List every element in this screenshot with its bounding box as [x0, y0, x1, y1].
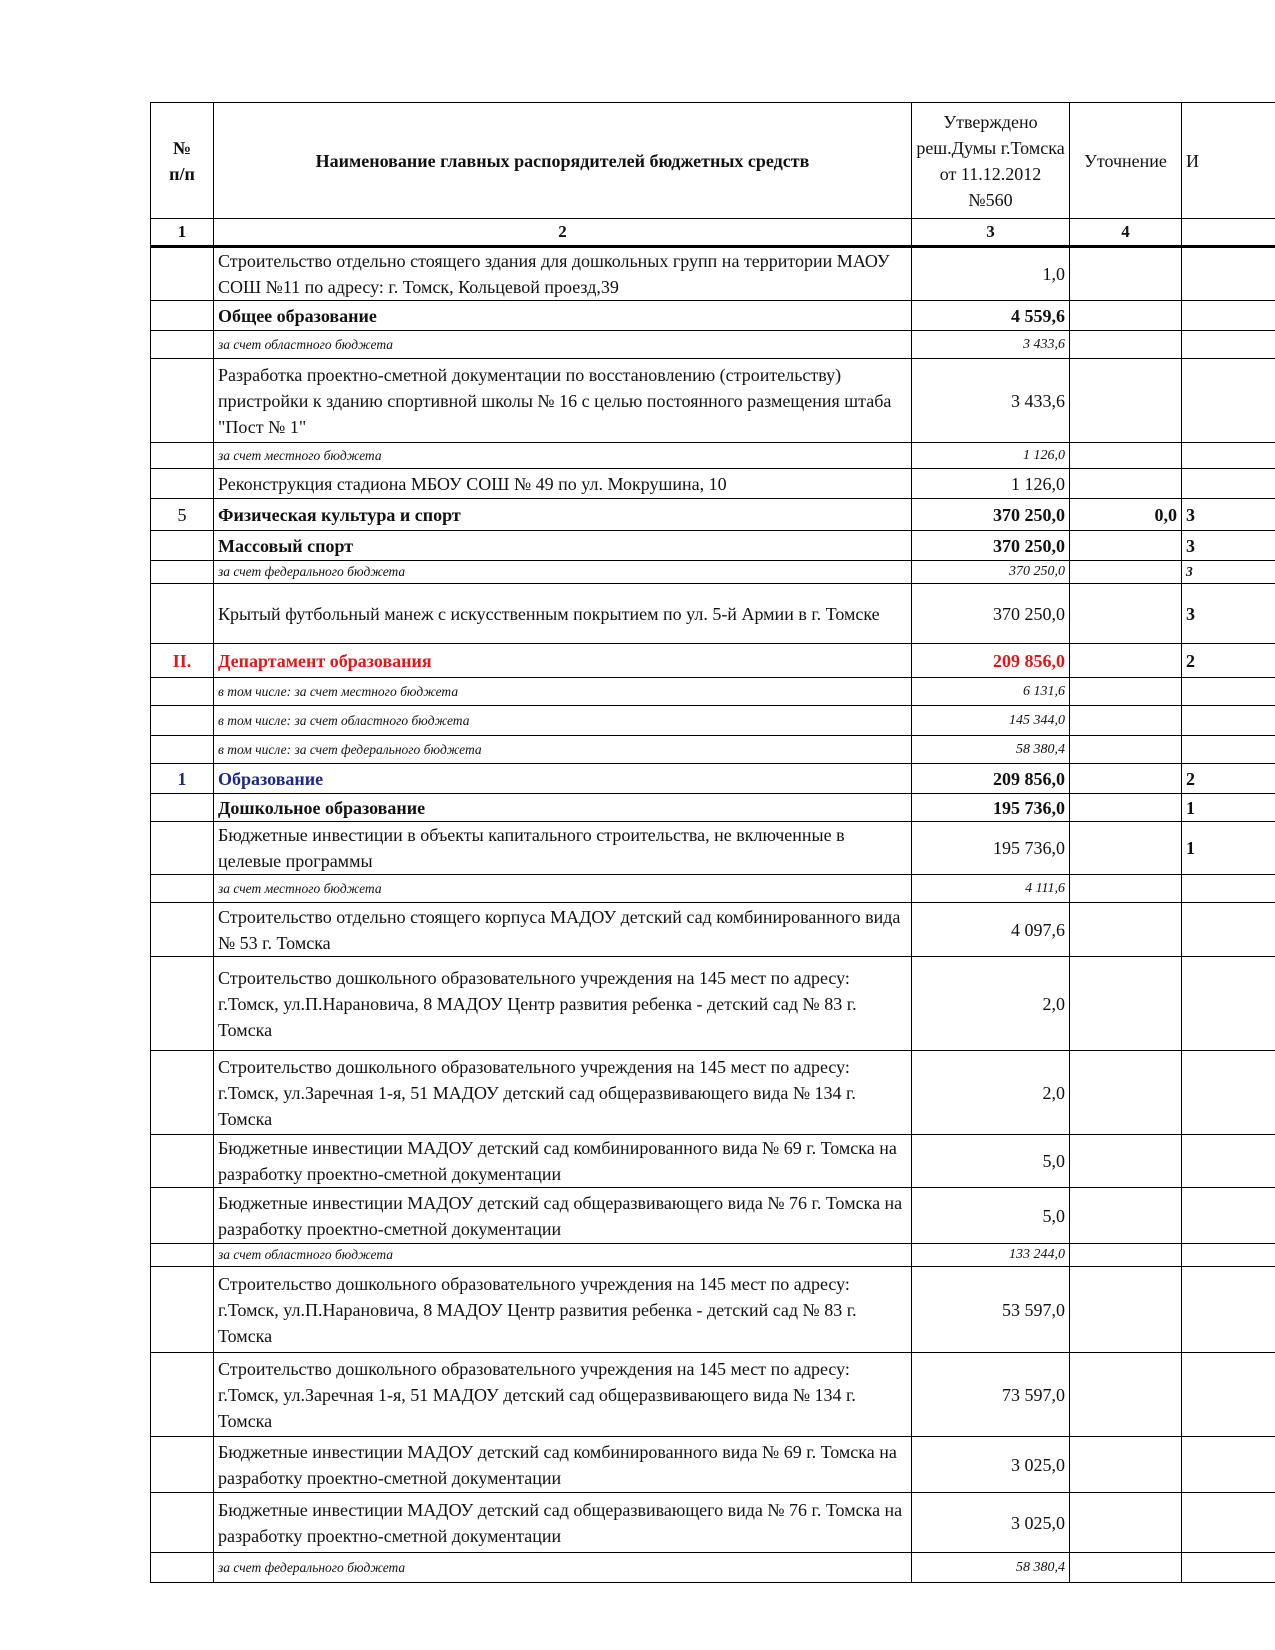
row-num	[151, 1135, 214, 1188]
table-body	[151, 247, 1275, 1583]
row-approved: 3 025,0	[912, 1493, 1070, 1553]
row-next	[1182, 736, 1275, 764]
row-name: Бюджетные инвестиции МАДОУ детский сад общеразвивающего вида № 76 г. Томска на разработку проектно-сметной документации	[214, 1493, 912, 1553]
row-approved: 5,0	[912, 1135, 1070, 1188]
row-name: Департамент образования	[214, 644, 912, 678]
row-next	[1182, 1188, 1275, 1244]
row-clarification	[1070, 331, 1182, 359]
row-num: 1	[151, 764, 214, 794]
header-next: И	[1182, 103, 1275, 219]
row-clarification	[1070, 1437, 1182, 1493]
column-number: 4	[1070, 219, 1182, 247]
row-clarification	[1070, 822, 1182, 875]
row-clarification	[1070, 561, 1182, 584]
table-row	[151, 764, 1275, 794]
row-num	[151, 359, 214, 443]
row-clarification	[1070, 443, 1182, 469]
row-clarification	[1070, 1493, 1182, 1553]
row-clarification	[1070, 584, 1182, 644]
row-next	[1182, 1244, 1275, 1267]
row-clarification	[1070, 706, 1182, 736]
row-num	[151, 822, 214, 875]
row-name: в том числе: за счет областного бюджета	[214, 706, 912, 736]
row-next	[1182, 469, 1275, 499]
row-num: 5	[151, 499, 214, 531]
row-name: за счет областного бюджета	[214, 331, 912, 359]
row-num	[151, 736, 214, 764]
row-approved: 195 736,0	[912, 794, 1070, 822]
row-num	[151, 301, 214, 331]
row-next: 3	[1182, 499, 1275, 531]
row-name: Разработка проектно-сметной документации по восстановлению (строительству) пристройки к зданию спортивной школы № 16 с целью постоянного размещения штаба "Пост № 1"	[214, 359, 912, 443]
table-row	[151, 331, 1275, 359]
column-number: 1	[151, 219, 214, 247]
row-name: Бюджетные инвестиции МАДОУ детский сад комбинированного вида № 69 г. Томска на разработку проектно-сметной документации	[214, 1135, 912, 1188]
row-next: 1	[1182, 822, 1275, 875]
row-approved: 3 433,6	[912, 359, 1070, 443]
header-clarification: Уточнение	[1070, 103, 1182, 219]
row-clarification	[1070, 957, 1182, 1051]
row-clarification	[1070, 469, 1182, 499]
row-next	[1182, 443, 1275, 469]
table-row	[151, 1437, 1275, 1493]
row-num	[151, 706, 214, 736]
row-num	[151, 469, 214, 499]
row-approved: 4 097,6	[912, 903, 1070, 957]
row-num	[151, 443, 214, 469]
row-num	[151, 1244, 214, 1267]
row-approved: 4 559,6	[912, 301, 1070, 331]
row-clarification	[1070, 531, 1182, 561]
row-clarification	[1070, 1051, 1182, 1135]
row-next: 2	[1182, 644, 1275, 678]
header-num: № п/п	[151, 103, 214, 219]
row-approved: 5,0	[912, 1188, 1070, 1244]
row-next	[1182, 903, 1275, 957]
row-approved: 370 250,0	[912, 584, 1070, 644]
table-row	[151, 1244, 1275, 1267]
row-name: Строительство отдельно стоящего здания для дошкольных групп на территории МАОУ СОШ №11 по адресу: г. Томск, Кольцевой проезд,39	[214, 247, 912, 301]
row-name: Бюджетные инвестиции в объекты капитального строительства, не включенные в целевые программы	[214, 822, 912, 875]
row-approved: 209 856,0	[912, 764, 1070, 794]
row-name: Бюджетные инвестиции МАДОУ детский сад комбинированного вида № 69 г. Томска на разработку проектно-сметной документации	[214, 1437, 912, 1493]
row-clarification	[1070, 1135, 1182, 1188]
table-row	[151, 1553, 1275, 1583]
table-row	[151, 736, 1275, 764]
row-clarification	[1070, 301, 1182, 331]
budget-table	[150, 102, 1275, 1583]
row-name: Строительство отдельно стоящего корпуса МАДОУ детский сад комбинированного вида № 53 г. Томска	[214, 903, 912, 957]
row-name: за счет областного бюджета	[214, 1244, 912, 1267]
table-row	[151, 561, 1275, 584]
row-next	[1182, 1437, 1275, 1493]
row-approved: 3 433,6	[912, 331, 1070, 359]
row-num	[151, 794, 214, 822]
row-clarification	[1070, 875, 1182, 903]
row-num	[151, 561, 214, 584]
row-next: 3	[1182, 584, 1275, 644]
table-row	[151, 301, 1275, 331]
row-next	[1182, 359, 1275, 443]
row-name: Крытый футбольный манеж с искусственным покрытием по ул. 5-й Армии в г. Томске	[214, 584, 912, 644]
row-approved: 370 250,0	[912, 531, 1070, 561]
row-name: Строительство дошкольного образовательного учреждения на 145 мест по адресу: г.Томск, ул.Заречная 1-я, 51 МАДОУ детский сад общеразвивающего вида № 134 г. Томска	[214, 1353, 912, 1437]
row-clarification	[1070, 1353, 1182, 1437]
row-next: 3	[1182, 531, 1275, 561]
row-approved: 58 380,4	[912, 1553, 1070, 1583]
row-num	[151, 1553, 214, 1583]
row-num	[151, 1051, 214, 1135]
row-next	[1182, 1553, 1275, 1583]
row-approved: 2,0	[912, 957, 1070, 1051]
row-clarification	[1070, 736, 1182, 764]
row-next	[1182, 1051, 1275, 1135]
row-num	[151, 1493, 214, 1553]
table-row	[151, 584, 1275, 644]
row-next	[1182, 1135, 1275, 1188]
table-row	[151, 359, 1275, 443]
table-row	[151, 644, 1275, 678]
row-next	[1182, 1493, 1275, 1553]
row-num	[151, 678, 214, 706]
row-approved: 3 025,0	[912, 1437, 1070, 1493]
row-approved: 1 126,0	[912, 469, 1070, 499]
row-num: II.	[151, 644, 214, 678]
header-approved: Утверждено реш.Думы г.Томска от 11.12.2012 №560	[912, 103, 1070, 219]
table-row	[151, 1493, 1275, 1553]
row-clarification: 0,0	[1070, 499, 1182, 531]
row-next	[1182, 301, 1275, 331]
row-name: Дошкольное образование	[214, 794, 912, 822]
row-approved: 195 736,0	[912, 822, 1070, 875]
table-row	[151, 1135, 1275, 1188]
row-name: Общее образование	[214, 301, 912, 331]
row-approved: 2,0	[912, 1051, 1070, 1135]
row-name: Массовый спорт	[214, 531, 912, 561]
row-next	[1182, 706, 1275, 736]
row-next: 1	[1182, 794, 1275, 822]
table-row	[151, 1188, 1275, 1244]
row-name: в том числе: за счет федерального бюджета	[214, 736, 912, 764]
row-next	[1182, 247, 1275, 301]
row-num	[151, 957, 214, 1051]
row-approved: 58 380,4	[912, 736, 1070, 764]
row-num	[151, 875, 214, 903]
row-approved: 370 250,0	[912, 499, 1070, 531]
table-row	[151, 531, 1275, 561]
row-name: Образование	[214, 764, 912, 794]
row-clarification	[1070, 678, 1182, 706]
table-row	[151, 875, 1275, 903]
row-num	[151, 903, 214, 957]
row-clarification	[1070, 794, 1182, 822]
table-row	[151, 469, 1275, 499]
row-clarification	[1070, 247, 1182, 301]
row-num	[151, 531, 214, 561]
row-next: 3	[1182, 561, 1275, 584]
table-row	[151, 794, 1275, 822]
row-clarification	[1070, 1188, 1182, 1244]
row-approved: 145 344,0	[912, 706, 1070, 736]
row-num	[151, 1188, 214, 1244]
row-approved: 53 597,0	[912, 1267, 1070, 1353]
row-num	[151, 1267, 214, 1353]
row-approved: 1 126,0	[912, 443, 1070, 469]
table-row	[151, 822, 1275, 875]
row-num	[151, 1437, 214, 1493]
row-name: Строительство дошкольного образовательного учреждения на 145 мест по адресу: г.Томск, ул.П.Нарановича, 8 МАДОУ Центр развития ребенка - детский сад № 83 г. Томска	[214, 957, 912, 1051]
row-name: за счет местного бюджета	[214, 443, 912, 469]
row-approved: 73 597,0	[912, 1353, 1070, 1437]
table-row	[151, 678, 1275, 706]
header-row	[151, 103, 1275, 219]
table-row	[151, 499, 1275, 531]
row-clarification	[1070, 764, 1182, 794]
row-name: Реконструкция стадиона МБОУ СОШ № 49 по ул. Мокрушина, 10	[214, 469, 912, 499]
row-clarification	[1070, 359, 1182, 443]
row-name: за счет федерального бюджета	[214, 561, 912, 584]
table-row	[151, 1051, 1275, 1135]
table-row	[151, 706, 1275, 736]
row-clarification	[1070, 644, 1182, 678]
row-approved: 6 131,6	[912, 678, 1070, 706]
row-num	[151, 331, 214, 359]
row-next	[1182, 331, 1275, 359]
row-clarification	[1070, 1244, 1182, 1267]
row-clarification	[1070, 1553, 1182, 1583]
row-clarification	[1070, 1267, 1182, 1353]
row-name: за счет федерального бюджета	[214, 1553, 912, 1583]
table-row	[151, 443, 1275, 469]
row-next	[1182, 875, 1275, 903]
table-row	[151, 1353, 1275, 1437]
column-number: 2	[214, 219, 912, 247]
table-row	[151, 247, 1275, 301]
row-name: Строительство дошкольного образовательного учреждения на 145 мест по адресу: г.Томск, ул.Заречная 1-я, 51 МАДОУ детский сад общеразвивающего вида № 134 г. Томска	[214, 1051, 912, 1135]
row-num	[151, 247, 214, 301]
header-name: Наименование главных распорядителей бюджетных средств	[214, 103, 912, 219]
row-next: 2	[1182, 764, 1275, 794]
row-approved: 133 244,0	[912, 1244, 1070, 1267]
row-approved: 209 856,0	[912, 644, 1070, 678]
row-next	[1182, 1353, 1275, 1437]
row-approved: 1,0	[912, 247, 1070, 301]
row-name: Физическая культура и спорт	[214, 499, 912, 531]
row-approved: 370 250,0	[912, 561, 1070, 584]
row-num	[151, 584, 214, 644]
column-number: 3	[912, 219, 1070, 247]
table-row	[151, 957, 1275, 1051]
row-clarification	[1070, 903, 1182, 957]
column-numbers-row	[151, 219, 1275, 247]
table-row	[151, 903, 1275, 957]
row-name: Бюджетные инвестиции МАДОУ детский сад общеразвивающего вида № 76 г. Томска на разработку проектно-сметной документации	[214, 1188, 912, 1244]
column-number	[1182, 219, 1275, 247]
row-approved: 4 111,6	[912, 875, 1070, 903]
row-next	[1182, 678, 1275, 706]
row-next	[1182, 1267, 1275, 1353]
row-name: в том числе: за счет местного бюджета	[214, 678, 912, 706]
row-num	[151, 1353, 214, 1437]
row-name: за счет местного бюджета	[214, 875, 912, 903]
table-row	[151, 1267, 1275, 1353]
row-next	[1182, 957, 1275, 1051]
row-name: Строительство дошкольного образовательного учреждения на 145 мест по адресу: г.Томск, ул.П.Нарановича, 8 МАДОУ Центр развития ребенка - детский сад № 83 г. Томска	[214, 1267, 912, 1353]
